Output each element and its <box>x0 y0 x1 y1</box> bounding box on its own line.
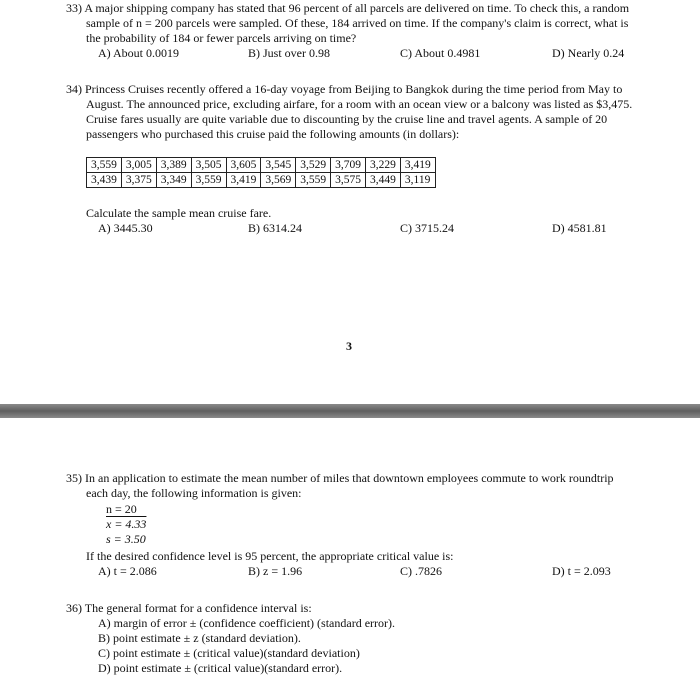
table-cell: 3,119 <box>400 173 435 188</box>
q36-choice-b: B) point estimate ± z (standard deviation). <box>98 631 301 645</box>
table-cell: 3,569 <box>261 173 296 188</box>
q35-given-n: n = 20 <box>106 502 137 516</box>
q35-line3: If the desired confidence level is 95 percent, the appropriate critical value is: <box>86 549 454 563</box>
q33-line1: 33) A major shipping company has stated that 96 percent of all parcels are delivered on time. To check this, a random <box>66 1 630 15</box>
q34-prompt: Calculate the sample mean cruise fare. <box>86 206 272 220</box>
q34-choice-c: C) 3715.24 <box>400 221 454 235</box>
table-cell: 3,229 <box>366 158 401 173</box>
page-number: 3 <box>346 339 352 353</box>
q36-choice-d: D) point estimate ± (critical value)(standard error). <box>98 661 343 675</box>
q35-given-s: s = 3.50 <box>106 532 146 546</box>
table-cell: 3,375 <box>121 173 156 188</box>
table-cell: 3,559 <box>191 173 226 188</box>
page-4 <box>0 418 700 679</box>
table-cell: 3,389 <box>156 158 191 173</box>
q34-choice-b: B) 6314.24 <box>248 221 302 235</box>
q33-choice-c: C) About 0.4981 <box>400 46 481 60</box>
table-cell: 3,419 <box>226 173 261 188</box>
table-cell: 3,605 <box>226 158 261 173</box>
table-cell: 3,559 <box>296 173 331 188</box>
table-cell: 3,005 <box>121 158 156 173</box>
q33-choice-a: A) About 0.0019 <box>98 46 179 60</box>
table-row <box>87 173 436 188</box>
table-cell: 3,449 <box>366 173 401 188</box>
q33-line3: the probability of 184 or fewer parcels arriving on time? <box>86 31 357 45</box>
table-cell: 3,709 <box>331 158 366 173</box>
q33-line2: sample of n = 200 parcels were sampled. Of these, 184 arrived on time. If the company's claim is correct, what is <box>86 16 629 30</box>
table-cell: 3,545 <box>261 158 296 173</box>
q33-choice-b: B) Just over 0.98 <box>248 46 330 60</box>
table-cell: 3,349 <box>156 173 191 188</box>
q34-choice-d: D) 4581.81 <box>552 221 607 235</box>
table-row <box>87 158 436 173</box>
q35-line2: each day, the following information is given: <box>86 486 302 500</box>
table-cell: 3,505 <box>191 158 226 173</box>
table-cell: 3,559 <box>87 158 122 173</box>
q36-line1: 36) The general format for a confidence interval is: <box>66 601 312 615</box>
q34-line3: Cruise fares usually are quite variable due to discounting by the cruise line and travel agents. A sample of 20 <box>86 112 608 126</box>
q35-choice-d: D) t = 2.093 <box>552 564 611 578</box>
q33-choice-d: D) Nearly 0.24 <box>552 46 625 60</box>
q34-choice-a: A) 3445.30 <box>98 221 153 235</box>
q35-given-xbar: x = 4.33 <box>106 517 147 531</box>
q35-line1: 35) In an application to estimate the mean number of miles that downtown employees commute to work roundtrip <box>66 471 614 485</box>
q34-line2: August. The announced price, excluding airfare, for a room with an ocean view or a balcony was listed as $3,475. <box>86 97 633 111</box>
q36-choice-a: A) margin of error ± (confidence coefficient) (standard error). <box>98 616 395 630</box>
q34-line1: 34) Princess Cruises recently offered a 16-day voyage from Beijing to Bangkok during the time period from May to <box>66 82 623 96</box>
table-cell: 3,529 <box>296 158 331 173</box>
table-cell: 3,575 <box>331 173 366 188</box>
q36-choice-c: C) point estimate ± (critical value)(standard deviation) <box>98 646 360 660</box>
q35-choice-b: B) z = 1.96 <box>248 564 303 578</box>
table-cell: 3,439 <box>87 173 122 188</box>
q35-choice-c: C) .7826 <box>400 564 442 578</box>
cruise-fares-table <box>86 157 436 188</box>
q34-line4: passengers who purchased this cruise paid the following amounts (in dollars): <box>86 127 460 141</box>
q35-choice-a: A) t = 2.086 <box>98 564 157 578</box>
table-cell: 3,419 <box>400 158 435 173</box>
page-divider <box>0 404 700 418</box>
